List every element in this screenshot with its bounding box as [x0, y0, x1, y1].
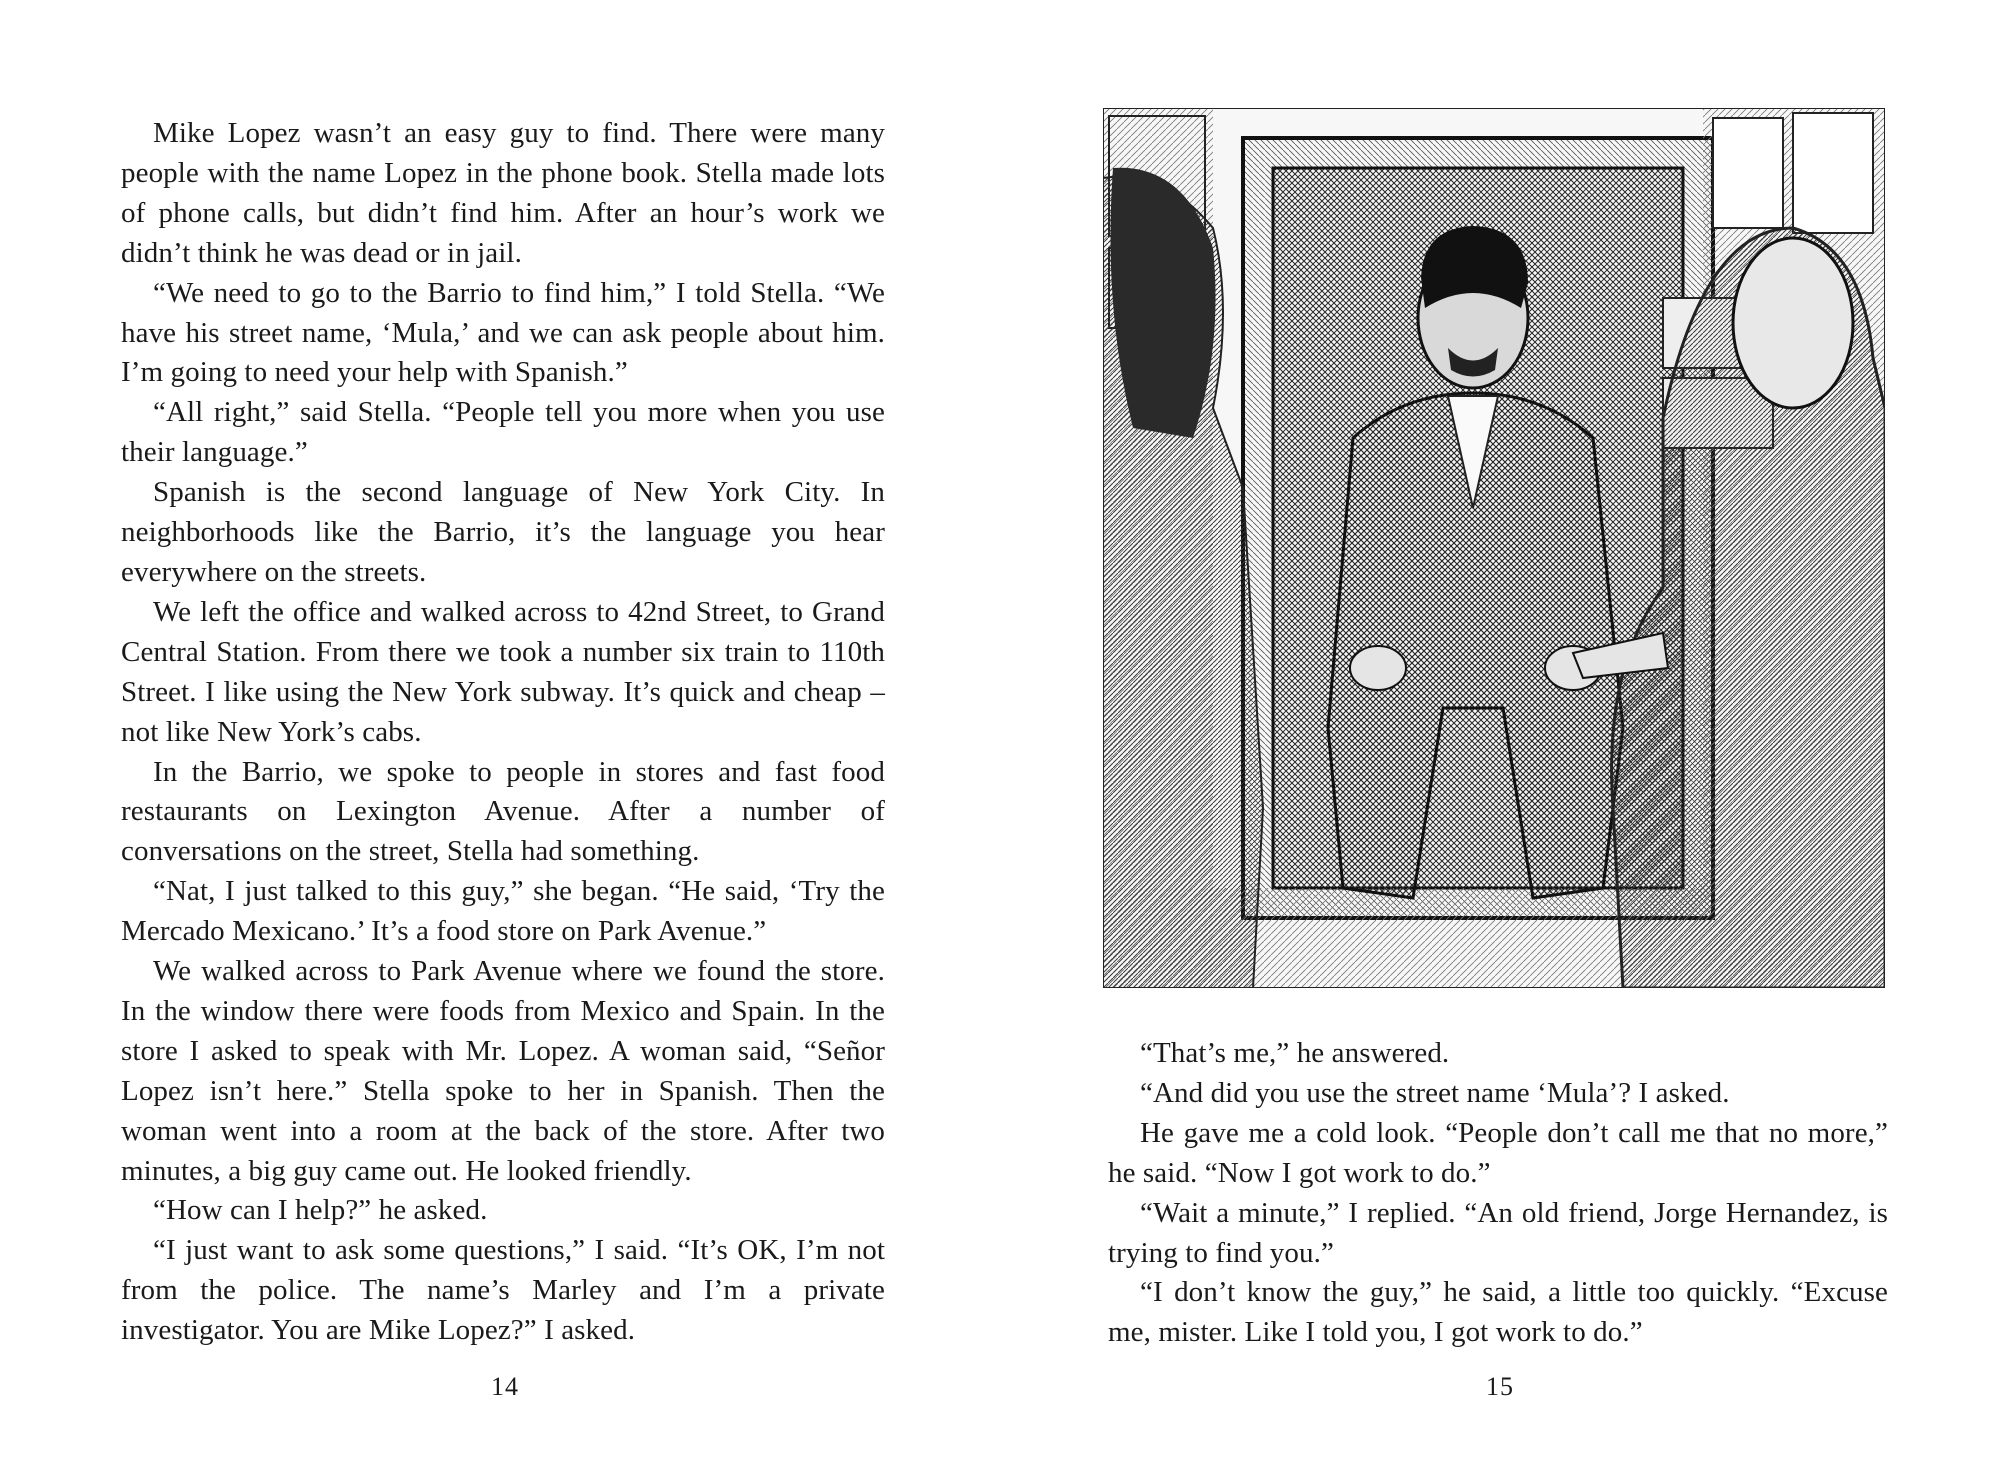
- store-scene-illustration: [1103, 108, 1885, 988]
- left-page-text: [121, 114, 885, 1351]
- paragraph: “And did you use the street name ‘Mula’? I asked.: [1140, 1076, 1730, 1109]
- paragraph: He gave me a cold look. “People don’t call me that no more,” he said. “Now I got work to do.”: [1108, 1116, 1888, 1189]
- paragraph: We left the office and walked across to 42nd Street, to Grand Central Station. From there we took a number six train to 110th Street. I like using the New York subway. It’s quick and cheap – not like New York’s cabs.: [121, 595, 885, 748]
- paragraph: “All right,” said Stella. “People tell you more when you use their language.”: [121, 396, 885, 469]
- page-number: 14: [491, 1372, 519, 1401]
- paragraph: Spanish is the second language of New York City. In neighborhoods like the Barrio, it’s the language you hear everywhere on the streets.: [121, 476, 885, 588]
- paragraph: “Wait a minute,” I replied. “An old friend, Jorge Hernandez, is trying to find you.”: [1108, 1196, 1888, 1269]
- paragraph: “Nat, I just talked to this guy,” she began. “He said, ‘Try the Mercado Mexicano.’ It’s a food store on Park Avenue.”: [121, 875, 885, 948]
- right-page: [1000, 0, 2000, 1465]
- paragraph: “We need to go to the Barrio to find him,” I told Stella. “We have his street name, ‘Mula,’ and we can ask people about him. I’m going to need your help with Spanish.”: [121, 276, 885, 389]
- page-number: 15: [1486, 1372, 1514, 1401]
- paragraph: “I just want to ask some questions,” I said. “It’s OK, I’m not from the police. The name’s Marley and I’m a private investigator. You are Mike Lopez?” I asked.: [121, 1234, 885, 1347]
- right-page-text: [1108, 1034, 1888, 1353]
- paragraph: Mike Lopez wasn’t an easy guy to find. There were many people with the name Lopez in the phone book. Stella made lots of phone calls, but didn’t find him. After an hour’s work we didn’t think he was dead or in jail.: [121, 117, 885, 269]
- paragraph: “I don’t know the guy,” he said, a little too quickly. “Excuse me, mister. Like I told you, I got work to do.”: [1108, 1276, 1888, 1349]
- paragraph: We walked across to Park Avenue where we found the store. In the window there were foods from Mexico and Spain. In the store I asked to speak with Mr. Lopez. A woman said, “Señor Lopez isn’t here.” Stella spoke to her in Spanish. Then the woman went into a room at the back of the store. After two minutes, a big guy came out. He looked friendly.: [121, 955, 885, 1187]
- paragraph: “How can I help?” he asked.: [153, 1194, 488, 1227]
- paragraph: “That’s me,” he answered.: [1140, 1037, 1450, 1069]
- paragraph: In the Barrio, we spoke to people in stores and fast food restaurants on Lexington Avenue. After a number of conversations on the street, Stella had something.: [121, 755, 885, 868]
